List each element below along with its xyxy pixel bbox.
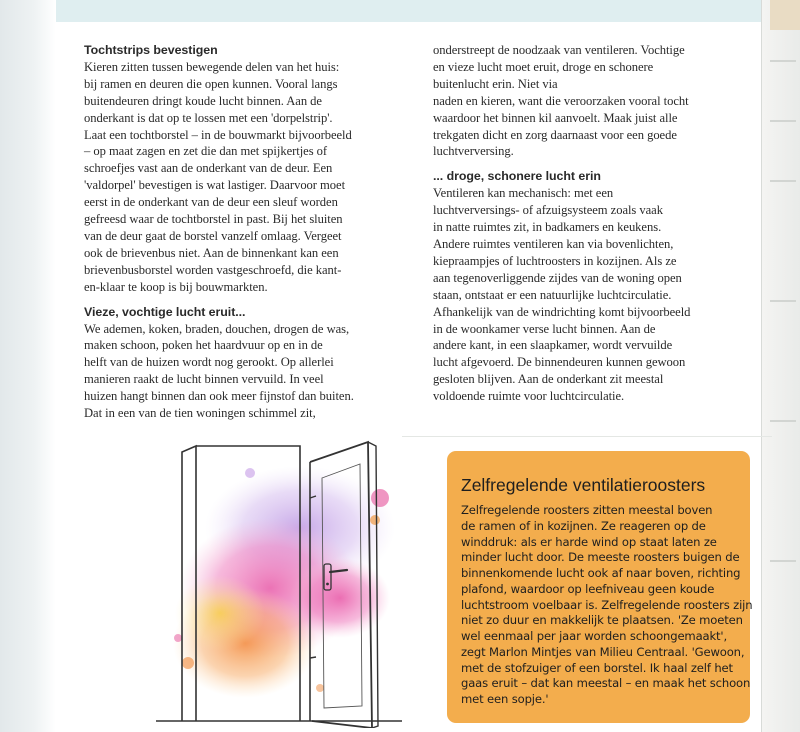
body-line: huizen hangt binnen dan ook meer fijnstof dan buiten.	[84, 389, 354, 404]
box-line: binnenkomende lucht ook af naar boven, richting	[461, 566, 741, 580]
next-page-line	[770, 300, 796, 302]
body-line: en vieze lucht moet eruit, droge en schonere	[433, 59, 654, 74]
body-line: staan, ontstaat er een natuurlijke luchtcirculatie.	[433, 287, 672, 302]
next-page-corner-mark	[770, 0, 800, 30]
open-door-watercolor-illustration	[150, 438, 410, 728]
body-line: lucht afgevoerd. De binnendeuren kunnen gewoon	[433, 355, 686, 370]
watercolor-drop	[316, 684, 324, 692]
section-heading-droge-lucht: ... droge, schonere lucht erin	[433, 169, 601, 184]
info-box-ventilatieroosters	[447, 451, 753, 723]
next-page-line	[770, 560, 796, 562]
body-line: gesloten blijven. Aan de onderkant zit meestal	[433, 372, 664, 387]
body-line: Kieren zitten tussen bewegende delen van het huis:	[84, 59, 340, 74]
box-line: niet zo duur en makkelijk te plaatsen. 'Ze moeten	[461, 613, 743, 628]
body-line: trekgaten dicht en zorg daarnaast voor een goede	[433, 127, 677, 142]
body-line: Laat een tochtborstel – in de bouwmarkt bijvoorbeeld	[84, 127, 352, 142]
next-page-line	[770, 120, 796, 122]
body-line: helft van de huizen wordt nog gerookt. Op allerlei	[84, 355, 334, 370]
section-heading-vieze-lucht: Vieze, vochtige lucht eruit...	[84, 304, 246, 319]
body-line: brievenbusborstel worden vastgeschroefd, die kant-	[84, 262, 342, 277]
box-line: met een sopje.'	[461, 692, 549, 706]
left-page-edge	[0, 0, 56, 732]
body-line: Dat in een van de tien woningen schimmel zit,	[84, 406, 316, 421]
box-line: Zelfregelende roosters zitten meestal boven	[461, 503, 713, 517]
body-line: bij ramen en deuren die open kunnen. Vooral langs	[84, 76, 338, 91]
body-line: buitendeuren dringt koude lucht binnen. Aan de	[84, 93, 322, 108]
next-page-edge	[761, 0, 800, 732]
box-line: wel eenmaal per jaar worden schoongemaakt',	[461, 629, 728, 643]
body-line: waardoor het binnen kil aanvoelt. Maak juist alle	[433, 110, 678, 125]
body-line: van de deur gaat de borstel vanzelf omlaag. Vergeet	[84, 228, 342, 243]
door-keyhole	[326, 583, 329, 586]
body-line: voldoende ruimte voor luchtcirculatie.	[433, 389, 625, 404]
section-heading-tochtstrips: Tochtstrips bevestigen	[84, 43, 218, 57]
watercolor-drop	[245, 468, 255, 478]
body-line: schroefjes vast aan de onderkant van de deur. Een	[84, 161, 333, 176]
body-line: manieren raakt de lucht binnen vervuild. In veel	[84, 372, 324, 387]
left-text-column	[84, 42, 384, 422]
body-line: gefreesd waar de tochtborstel in past. Bij het sluiten	[84, 212, 343, 227]
body-line: in de woonkamer verse lucht binnen. Aan de	[433, 321, 656, 336]
info-box-body	[461, 503, 752, 708]
info-box-title: Zelfregelende ventilatieroosters	[461, 475, 706, 495]
body-line: luchtverversing.	[433, 144, 514, 159]
box-line: winddruk: als er harde wind op staat laten ze	[461, 534, 717, 549]
next-page-line	[770, 420, 796, 422]
box-line: plafond, waardoor op leefniveau geen koude	[461, 581, 715, 596]
body-line: luchtverversings- of afzuigsysteem zoals vaak	[433, 203, 663, 218]
body-line: eerst in de onderkant van de deur een sleuf worden	[84, 195, 338, 210]
box-line: minder lucht door. De meeste roosters buigen de	[461, 550, 740, 565]
box-line: gaas eruit – dat kan meestal – en maak het schoon	[461, 676, 751, 691]
watercolor-drop	[182, 657, 194, 669]
body-line: in natte ruimtes zit, in badkamers en keukens.	[433, 220, 662, 235]
box-line: luchtstroom voelbaar is. Zelfregelende roosters zijn	[461, 597, 753, 612]
body-line: en-klaar te koop is bij bouwmarkten.	[84, 279, 268, 294]
body-line: ook de brievenbus niet. Aan de binnenkant kan een	[84, 245, 339, 260]
body-line: kiepraampjes of luchtroosters in kozijnen. Als ze	[433, 253, 677, 268]
door-frame-top	[196, 446, 300, 458]
watercolor-drop	[371, 489, 389, 507]
next-page-line	[770, 180, 796, 182]
paragraph-gap	[433, 160, 749, 168]
right-text-column	[433, 42, 749, 405]
body-line: onderkant is dat op te lossen met een 'dorpelstrip'.	[84, 110, 333, 125]
watercolor-drop	[174, 634, 182, 642]
body-line: Andere ruimtes ventileren kan via bovenlichten,	[433, 236, 674, 251]
watercolor-drop	[370, 515, 380, 525]
watercolor-blob	[175, 575, 265, 651]
body-line: naden en kieren, want die veroorzaken vooral tocht	[433, 93, 689, 108]
next-page-line	[770, 60, 796, 62]
box-line: met de stofzuiger of een borstel. Ik haal zelf het	[461, 660, 733, 675]
box-line: de ramen of in kozijnen. Ze reageren op de	[461, 518, 706, 533]
body-line: Ventileren kan mechanisch: met een	[433, 186, 614, 201]
body-line: 'valdorpel' bevestigen is wat lastiger. Daarvoor moet	[84, 178, 346, 193]
body-line: andere kant, in een slaapkamer, wordt vervuilde	[433, 338, 673, 353]
paragraph-gap	[84, 296, 384, 304]
body-line: We ademen, koken, braden, douchen, drogen de was,	[84, 321, 350, 336]
box-line: zegt Marlon Mintjes van Milieu Centraal. 'Gewoon,	[461, 644, 745, 659]
body-line: buitenlucht erin. Niet via	[433, 76, 558, 91]
body-line: – op maat zagen en zet die dan met spijkertjes of	[84, 144, 328, 159]
body-line: aan tegenoverliggende zijdes van de woning open	[433, 270, 682, 285]
body-line: Afhankelijk van de windrichting komt bijvoorbeeld	[433, 304, 691, 319]
body-line: onderstreept de noodzaak van ventileren. Vochtige	[433, 43, 685, 57]
top-color-strip	[0, 0, 800, 22]
faint-rule	[402, 436, 772, 437]
body-line: maken schoon, poken het haardvuur op en in de	[84, 338, 323, 353]
